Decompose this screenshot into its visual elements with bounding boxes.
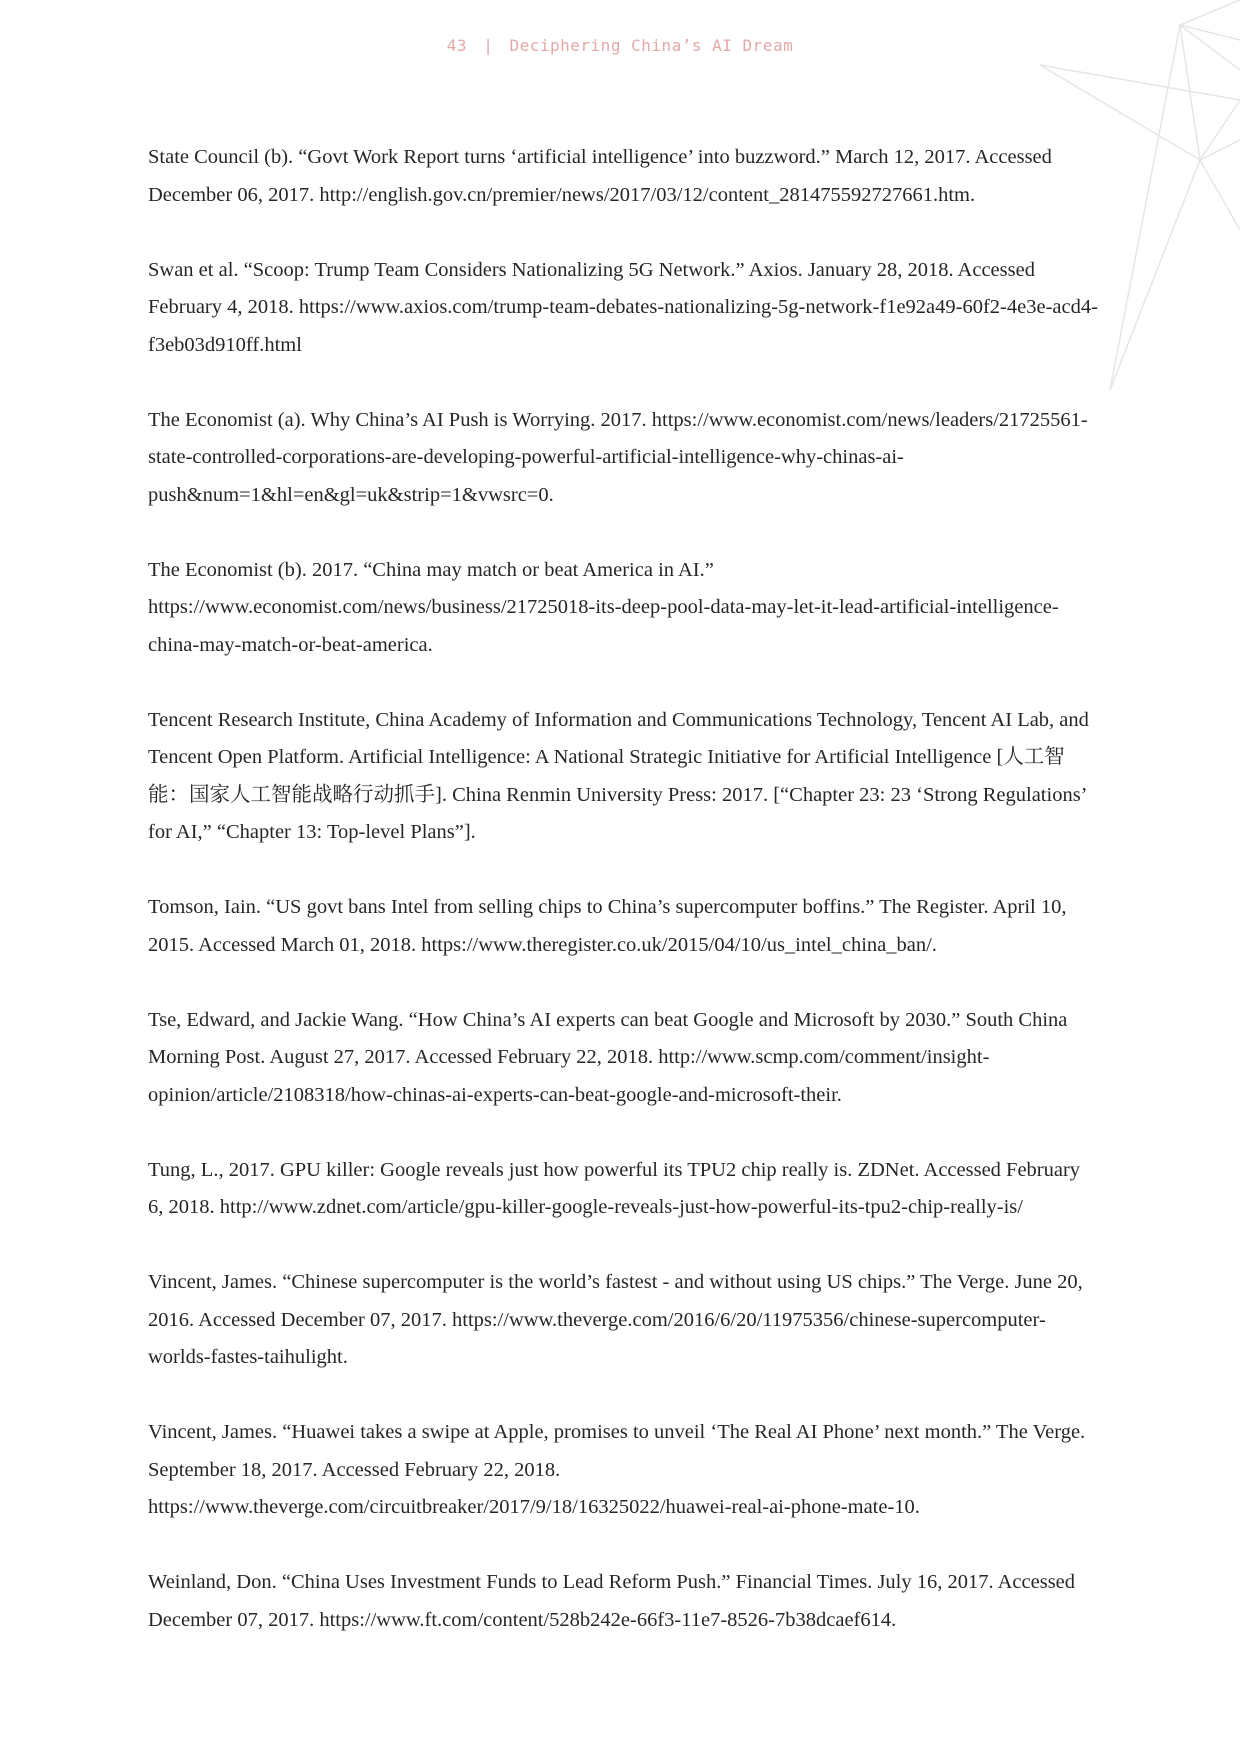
reference-entry: Weinland, Don. “China Uses Investment Funds to Lead Reform Push.” Financial Times. July 16, 2017. Accessed December 07, 2017. https://www.ft.com/content/528b242e-66f3-11e7-8526-7b38dcaef614. — [148, 1571, 1076, 1631]
document-title: Deciphering China’s AI Dream — [509, 36, 794, 55]
reference-entry: Tencent Research Institute, China Academy of Information and Communications Technology, Tencent AI Lab, and Tencent Open Platform. Artificial Intelligence: A National Strategic Initiative for Artificial Intelligence [人工智能：国家人工智能战略行动抓手]. China Renmin University Press: 2017. [“Chapter 23: 23 ‘Strong Regulations’ for AI,” “Chapter 13: Top-level Plans”]. — [148, 708, 1089, 843]
reference-entry: The Economist (a). Why China’s AI Push is Worrying. 2017. https://www.economist.com/news/leaders/21725561-state-controlled-corporations-are-developing-powerful-artificial-intelligence-why-chinas-ai-push&num=1&hl=en&gl=uk&strip=1&vwsrc=0. — [148, 408, 1088, 506]
header-separator: | — [483, 36, 494, 55]
references-list — [148, 139, 1098, 1677]
reference-entry: Swan et al. “Scoop: Trump Team Considers Nationalizing 5G Network.” Axios. January 28, 2018. Accessed February 4, 2018. https://www.axios.com/trump-team-debates-nationalizing-5g-network-f1e92a49-60f2-4e3e-acd4-f3eb03d910ff.html — [148, 258, 1098, 356]
reference-entry: The Economist (b). 2017. “China may match or beat America in AI.” https://www.economist.com/news/business/21725018-its-deep-pool-data-may-let-it-lead-artificial-intelligence-china-may-match-or-beat-america. — [148, 558, 1059, 656]
reference-entry: Tung, L., 2017. GPU killer: Google reveals just how powerful its TPU2 chip really is. ZDNet. Accessed February 6, 2018. http://www.zdnet.com/article/gpu-killer-google-reveals-just-how-powerful-its-tpu2-chip-really-is/ — [148, 1158, 1081, 1218]
page-number: 43 — [446, 36, 468, 55]
reference-entry: Tse, Edward, and Jackie Wang. “How China’s AI experts can beat Google and Microsoft by 2030.” South China Morning Post. August 27, 2017. Accessed February 22, 2018. http://www.scmp.com/comment/insight-opinion/article/2108318/how-chinas-ai-experts-can-beat-google-and-microsoft-their. — [148, 1008, 1068, 1106]
reference-entry: Vincent, James. “Huawei takes a swipe at Apple, promises to unveil ‘The Real AI Phone’ next month.” The Verge. September 18, 2017. Accessed February 22, 2018. https://www.theverge.com/circuitbreaker/2017/9/18/16325022/huawei-real-ai-phone-mate-10. — [148, 1421, 1086, 1518]
reference-entry: Vincent, James. “Chinese supercomputer is the world’s fastest - and without using US chips.” The Verge. June 20, 2016. Accessed December 07, 2017. https://www.theverge.com/2016/6/20/11975356/chinese-supercomputer-worlds-fastes-taihulight. — [148, 1271, 1083, 1368]
reference-entry: Tomson, Iain. “US govt bans Intel from selling chips to China’s supercomputer boffins.” The Register. April 10, 2015. Accessed March 01, 2018. https://www.theregister.co.uk/2015/04/10/us_intel_china_ban/. — [148, 896, 1067, 956]
page-header — [0, 36, 1240, 55]
reference-entry: State Council (b). “Govt Work Report turns ‘artificial intelligence’ into buzzword.” March 12, 2017. Accessed December 06, 2017. http://english.gov.cn/premier/news/2017/03/12/content_281475592727661.htm. — [148, 146, 1052, 206]
